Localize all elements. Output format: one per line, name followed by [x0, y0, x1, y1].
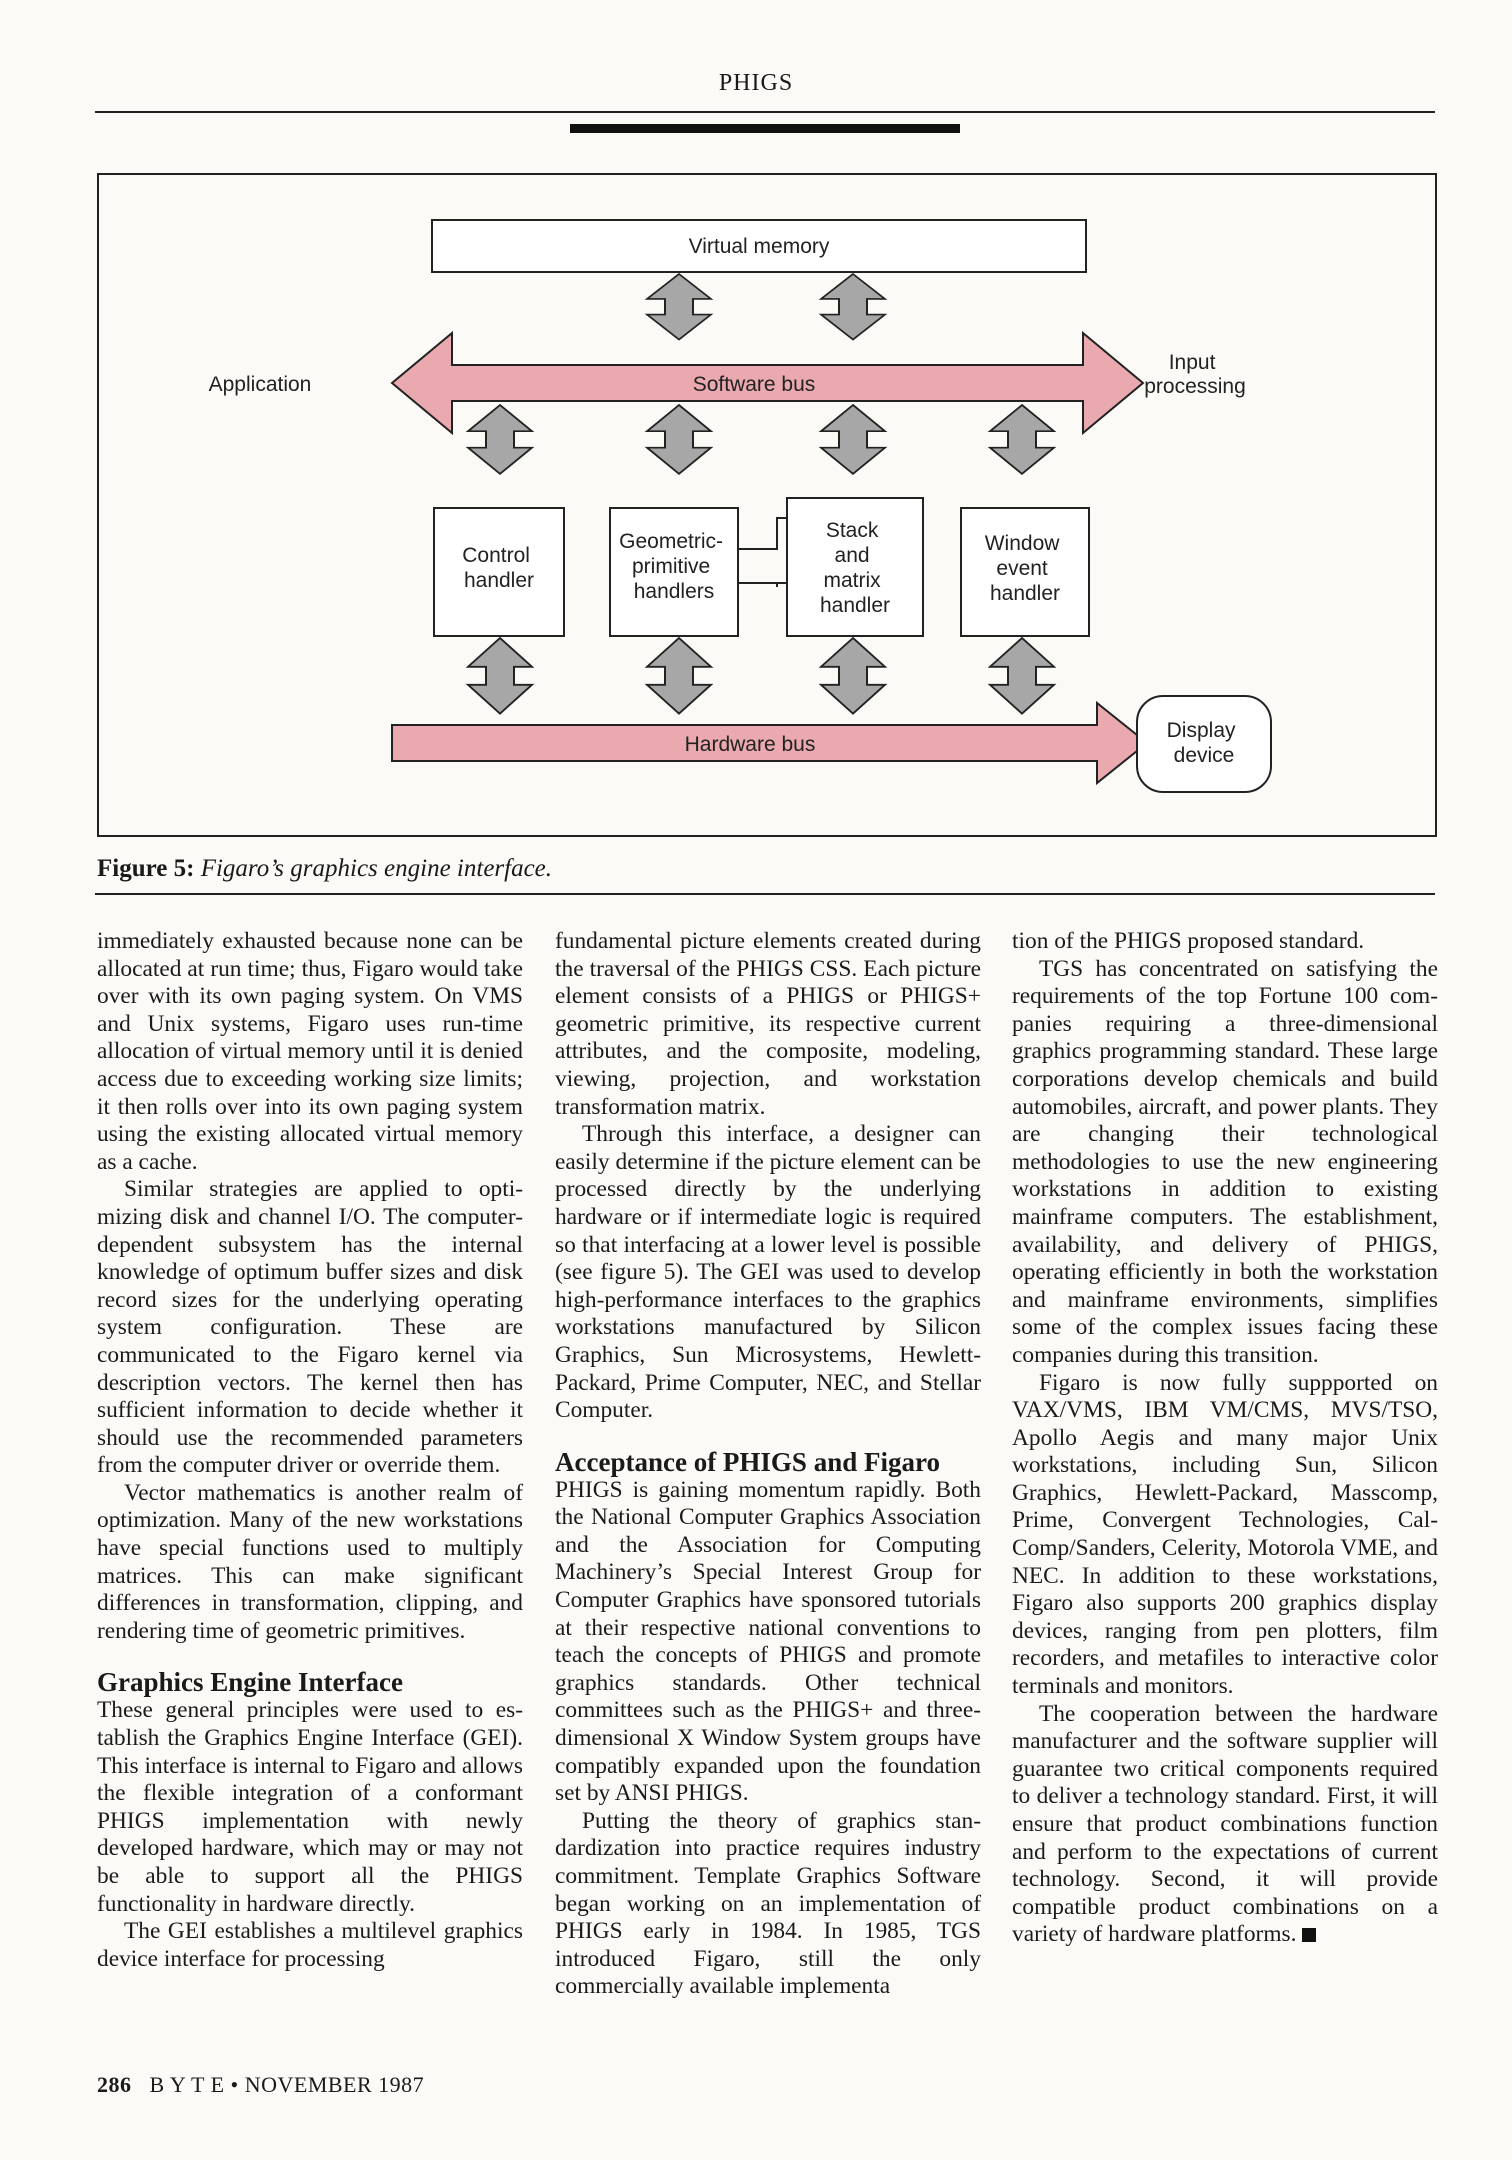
application-label: Application	[208, 373, 312, 396]
end-mark-icon	[1302, 1928, 1316, 1942]
software-bus-label: Software bus	[692, 373, 816, 396]
hardware-bus-label: Hardware bus	[684, 733, 816, 756]
page-footer	[97, 2072, 424, 2098]
col1-paragraph-3: Vector mathematics is another realm of optimization. Many of the new workstations have special functions used to multiply matrices. This can make significant differences in transformation, clipping, and rendering time of geometric primitives.	[97, 1479, 523, 1644]
running-header: PHIGS	[718, 70, 794, 96]
column-1	[97, 928, 523, 1973]
col2-paragraph-1: fundamental picture elements created during the traversal of the PHIGS CSS. Each picture element consists of a PHIGS or PHIGS+ geometric primitive, its respective current attributes, and the composite, modeling, viewing, projection, and workstation transformation matrix.	[555, 928, 981, 1120]
col2-paragraph-4: Putting the theory of graphics standardization into practice requires industry commitment. Template Graphics Software began working on an implementation of PHIGS early in 1984. In 1985, TGS introduced Figaro, still the only commercially available implementa	[555, 1807, 981, 2000]
arrow-bus-control	[468, 405, 532, 474]
arrow-bus-window	[990, 405, 1054, 474]
display-device-label: Display device	[1166, 719, 1236, 767]
graphics-engine-interface-heading: Graphics Engine Interface	[97, 1667, 403, 1698]
arrow-vm-bus-right	[821, 274, 885, 340]
virtual-memory-label: Virtual memory	[688, 235, 830, 258]
arrow-stack-hw	[821, 638, 885, 714]
col1-paragraph-1: immediately exhausted because none can be allocated at run time; thus, Figaro would take over with its own paging system. On VMS and Unix systems, Figaro uses run-time allocation of virtual memory until it is denied access due to exceeding working size limits; it then rolls over into its own paging system using the existing allocated virtual memory as a cache.	[97, 928, 523, 1175]
window-event-label: Window event handler	[984, 532, 1061, 605]
col1-paragraph-2: Similar strategies are applied to optimizing disk and channel I/O. The computer-dependent subsystem has the internal knowledge of optimum buffer sizes and disk record sizes for the underlying operating system configuration. These are communicated to the Figaro kernel via description vectors. The kernel then has sufficient information to decide whether it should use the recommended parameters from the computer driver or override them.	[97, 1176, 523, 1479]
figure-caption	[97, 855, 552, 883]
caption-rule	[95, 893, 1435, 895]
figure-caption-text: Figaro’s graphics engine interface.	[200, 855, 553, 882]
header-rule	[95, 111, 1435, 113]
figure-5-diagram	[97, 173, 1437, 837]
column-3	[1012, 928, 1438, 1949]
col3-paragraph-1: tion of the PHIGS proposed standard.	[1012, 928, 1365, 954]
column-2	[555, 928, 981, 2001]
arrow-vm-bus-left	[647, 274, 711, 340]
col1-paragraph-5: The GEI establishes a multilevel graphics device interface for processing	[97, 1918, 523, 1972]
input-processing-label: Input processing	[1144, 351, 1246, 398]
col1-paragraph-4: These general principles were used to establish the Graphics Engine Interface (GEI). This interface is internal to Figaro and allows the flexible integration of a conformant PHIGS implementation with newly developed hardware, which may or may not be able to support all the PHIGS functionality in hardware directly.	[97, 1697, 523, 1917]
col3-paragraph-4-text: The cooperation between the hardware manufacturer and the software supplier will guarantee two critical components required to deliver a technology standard. First, it will ensure that product combinations function and perform to the expectations of current technology. Second, it will provide compatible product combinations on a variety of hardware platforms.	[1012, 1700, 1438, 1948]
publication-line: B Y T E • NOVEMBER 1987	[149, 2072, 425, 2097]
arrow-bus-stack	[821, 405, 885, 474]
control-handler-label: Control handler	[462, 544, 535, 592]
page-number: 286	[97, 2072, 132, 2097]
geometric-primitive-label: Geometric- primitive handlers	[619, 530, 724, 603]
col2-paragraph-2: Through this interface, a designer can easily determine if the picture element can be processed directly by the underlying hardware or if intermediate logic is required so that interfacing at a lower level is possible (see figure 5). The GEI was used to develop high-performance interfaces to the graphics workstations manufactured by Silicon Graphics, Sun Microsystems, Hewlett-Packard, Prime Computer, NEC, and Stellar Computer.	[555, 1121, 981, 1424]
arrow-geometric-hw	[647, 638, 711, 714]
stack-matrix-label: Stack and matrix handler	[819, 519, 891, 617]
arrow-control-hw	[468, 638, 532, 714]
col3-paragraph-3: Figaro is now fully suppported on VAX/VMS, IBM VM/CMS, MVS/TSO, Apollo Aegis and many major Unix workstations, including Sun, Silicon Graphics, Hewlett-Packard, Masscomp, Prime, Convergent Technologies, CalComp/Sanders, Celerity, Motorola VME, and NEC. In addition to these workstations, Figaro also supports 200 graphics display devices, ranging from pen plotters, film recorders, and metafiles to interactive color terminals and monitors.	[1012, 1369, 1438, 1700]
acceptance-heading: Acceptance of PHIGS and Figaro	[555, 1446, 940, 1477]
arrow-bus-geometric	[647, 405, 711, 474]
header-bar	[570, 124, 960, 133]
col3-paragraph-2: TGS has concentrated on satisfying the requirements of the top Fortune 100 companies requiring a three-dimensional graphics programming standard. These large corporations develop chemicals and build automobiles, aircraft, and power plants. They are changing their technological methodologies to use the new engineering workstations in addition to existing mainframe computers. The establishment, availability, and delivery of PHIGS, operating efficiently in both the workstation and mainframe environments, simplifies some of the complex issues facing these companies during this transition.	[1012, 955, 1438, 1368]
figure-caption-label: Figure 5:	[97, 855, 195, 882]
col2-paragraph-3: PHIGS is gaining momentum rapidly. Both the National Computer Graphics Association and the Association for Computing Machinery’s Special Interest Group for Computer Graphics have sponsored tutorials at their respective national conventions to teach the concepts of PHIGS and promote graphics standards. Other technical committees such as the PHIGS+ and three-dimensional X Window System groups have compatibly expanded upon the foundation set by ANSI PHIGS.	[555, 1476, 981, 1807]
arrow-window-hw	[990, 638, 1054, 714]
col3-paragraph-4	[1012, 1701, 1438, 1949]
